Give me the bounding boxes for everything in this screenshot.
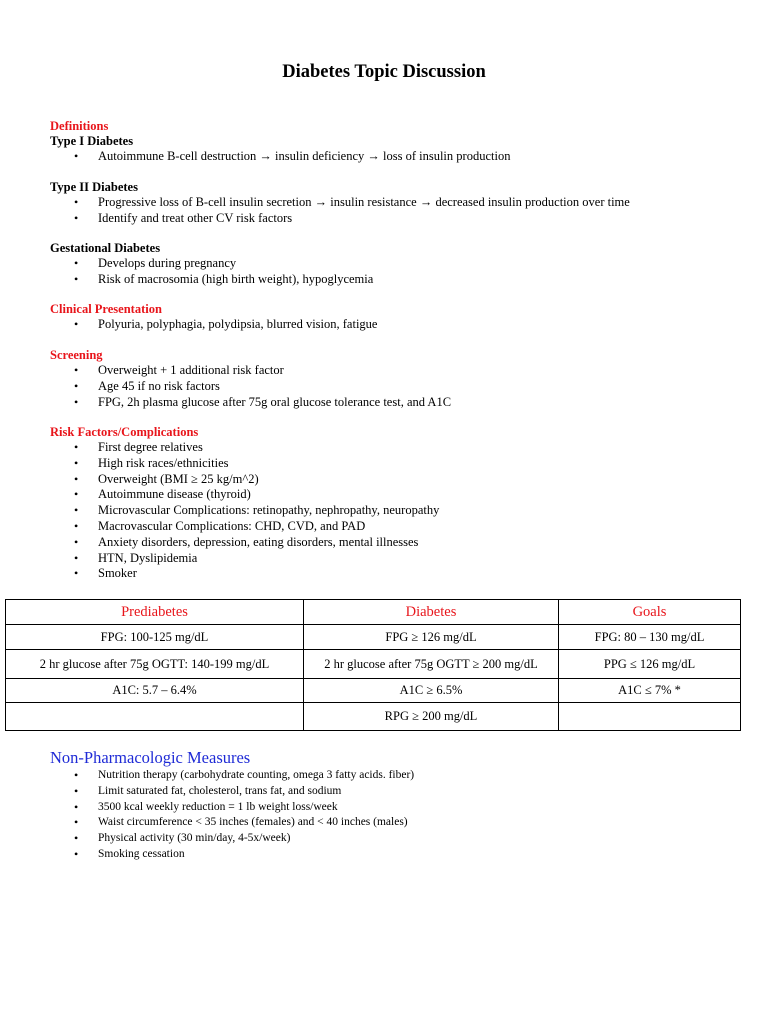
definitions-section — [50, 119, 750, 165]
page-title: Diabetes Topic Discussion — [282, 62, 486, 82]
list-item: • Anxiety disorders, depression, eating disorders, mental illnesses — [50, 535, 750, 551]
list-item: • Age 45 if no risk factors — [50, 379, 750, 395]
table-cell: A1C ≤ 7% * — [559, 679, 741, 703]
table-cell: PPG ≤ 126 mg/dL — [559, 650, 741, 679]
type1-list — [50, 149, 750, 165]
list-item: • FPG, 2h plasma glucose after 75g oral glucose tolerance test, and A1C — [50, 395, 750, 411]
table-cell: 2 hr glucose after 75g OGTT ≥ 200 mg/dL — [304, 650, 559, 679]
list-item: • First degree relatives — [50, 440, 750, 456]
clinical-list — [50, 317, 750, 333]
list-item: • Autoimmune disease (thyroid) — [50, 487, 750, 503]
list-item: • Risk of macrosomia (high birth weight), hypoglycemia — [50, 272, 750, 288]
table-cell: 2 hr glucose after 75g OGTT: 140-199 mg/dL — [6, 650, 304, 679]
list-item: • Develops during pregnancy — [50, 256, 750, 272]
list-item: • Smoker — [50, 566, 750, 582]
type1-heading: Type I Diabetes — [50, 134, 134, 148]
nonpharm-section — [50, 768, 750, 863]
list-item: • Limit saturated fat, cholesterol, trans fat, and sodium — [50, 784, 750, 800]
gestational-heading: Gestational Diabetes — [50, 241, 161, 255]
screening-section — [50, 348, 750, 410]
screening-list — [50, 363, 750, 410]
list-item: • Macrovascular Complications: CHD, CVD, and PAD — [50, 519, 750, 535]
list-item: • Nutrition therapy (carbohydrate counting, omega 3 fatty acids. fiber) — [50, 768, 750, 784]
nonpharm-heading: Non-Pharmacologic Measures — [50, 748, 251, 767]
risk-list — [50, 440, 750, 582]
list-item: • Identify and treat other CV risk factors — [50, 211, 750, 227]
table-row — [6, 650, 741, 679]
definitions-heading: Definitions — [50, 119, 109, 133]
list-item: • 3500 kcal weekly reduction = 1 lb weight loss/week — [50, 800, 750, 816]
nonpharm-list — [50, 768, 750, 863]
type2-heading: Type II Diabetes — [50, 180, 138, 194]
list-item: • Microvascular Complications: retinopathy, nephropathy, neuropathy — [50, 503, 750, 519]
risk-heading: Risk Factors/Complications — [50, 425, 199, 439]
clinical-heading: Clinical Presentation — [50, 302, 162, 316]
list-item: • High risk races/ethnicities — [50, 456, 750, 472]
header-diabetes: Diabetes — [304, 600, 559, 625]
gestational-list — [50, 256, 750, 288]
table-row — [6, 679, 741, 703]
list-item: • Physical activity (30 min/day, 4-5x/week) — [50, 831, 750, 847]
table-header-row — [6, 600, 741, 625]
header-prediabetes: Prediabetes — [6, 600, 304, 625]
table-cell: A1C: 5.7 – 6.4% — [6, 679, 304, 703]
type2-section — [50, 180, 750, 227]
list-item: • Overweight + 1 additional risk factor — [50, 363, 750, 379]
screening-heading: Screening — [50, 348, 103, 362]
table-cell: RPG ≥ 200 mg/dL — [304, 703, 559, 731]
table-cell — [559, 703, 741, 731]
header-goals: Goals — [559, 600, 741, 625]
list-item: • Autoimmune B-cell destruction → insulin deficiency → loss of insulin production — [50, 149, 750, 165]
list-item: • Overweight (BMI ≥ 25 kg/m^2) — [50, 472, 750, 488]
list-item: • Polyuria, polyphagia, polydipsia, blurred vision, fatigue — [50, 317, 750, 333]
type2-list — [50, 195, 750, 227]
list-item: • HTN, Dyslipidemia — [50, 551, 750, 567]
table-cell: FPG: 100-125 mg/dL — [6, 625, 304, 650]
list-item: • Waist circumference < 35 inches (females) and < 40 inches (males) — [50, 815, 750, 831]
table-row — [6, 625, 741, 650]
table-row — [6, 703, 741, 731]
table-cell: A1C ≥ 6.5% — [304, 679, 559, 703]
table-cell: FPG ≥ 126 mg/dL — [304, 625, 559, 650]
list-item: • Smoking cessation — [50, 847, 750, 863]
table-cell: FPG: 80 – 130 mg/dL — [559, 625, 741, 650]
risk-section — [50, 425, 750, 582]
criteria-table — [5, 599, 741, 731]
table-cell — [6, 703, 304, 731]
list-item: • Progressive loss of B-cell insulin secretion → insulin resistance → decreased insulin production over time — [50, 195, 750, 211]
gestational-section — [50, 241, 750, 288]
clinical-section — [50, 302, 750, 333]
